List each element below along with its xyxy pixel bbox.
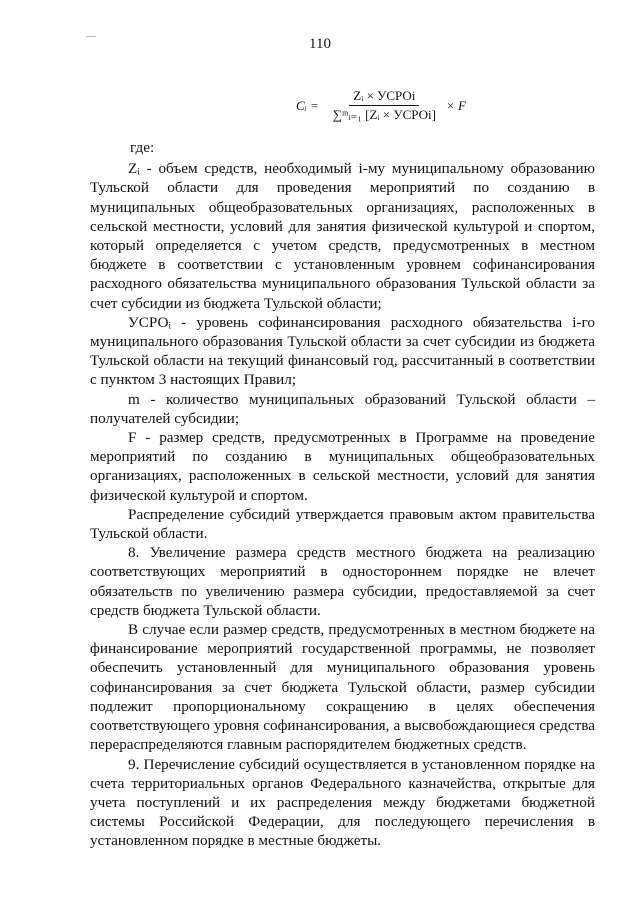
formula-rhs: × F (445, 97, 466, 113)
paragraph-9: 9. Перечисление субсидий осуществляется в установленном порядке на счета территориальных органов Федерального казначейства, открытые для учета поступлений и их распределения между бюджетами бюджетной системы Российской Федерации, для последующего перечисления в установленном порядке в местные бюджеты. (90, 755, 595, 850)
formula (296, 88, 466, 123)
paragraph-reduction: В случае если размер средств, предусмотренных в местном бюджете на финансирование мероприятий государственной программы, не позволяет обеспечить установленный для муниципального образования уровень софинансирования за счет бюджета Тульской области, размер субсидии подлежит пропорциональному сокращению в целях обеспечения соответствующего уровня софинансирования, а высвобождающиеся средства перераспределяются главным распорядителем бюджетных средств. (90, 621, 595, 754)
formula-fraction (329, 88, 440, 123)
paragraph-distribution: Распределение субсидий утверждается правовым актом правительства Тульской области. (90, 505, 595, 543)
definition-f: F - размер средств, предусмотренных в Программе на проведение мероприятий по созданию в муниципальных общеобразовательных организациях, расположенных в сельской местности, условий для занятия физической культурой и спортом. (90, 429, 595, 504)
formula-lhs: Cᵢ = (296, 97, 319, 113)
definition-z: Zᵢ - объем средств, необходимый i-му муниципальному образованию Тульской области для проведения мероприятий по созданию в муниципальных общеобразовательных организациях, расположенных в сельской местности, условий для занятия физической культурой и спортом, который определяется с учетом средств, предусмотренных в местном бюджете в соответствии с установленным уровнем софинансирования расходного обязательства муниципального образования Тульской области за счет субсидии из бюджета Тульской области; (90, 160, 595, 312)
where-label: где: (130, 139, 155, 156)
definition-m: m - количество муниципальных образований Тульской области – получателей субсидии; (90, 390, 595, 427)
paragraph-8: 8. Увеличение размера средств местного бюджета на реализацию соответствующих мероприятий в одностороннем порядке не влечет обязательств по увеличению размера субсидии, предоставляемой за счет средств бюджета Тульской области. (90, 544, 595, 619)
page-number: 110 (309, 36, 331, 52)
formula-denominator: ∑ᵐᵢ₌₁ [Zᵢ × УСРОi] (332, 107, 436, 122)
definition-usro: УСРОᵢ - уровень софинансирования расходного обязательства i-го муниципального образования Тульской области за счет субсидии из бюджета Тульской области на текущий финансовый год, рассчитанный в соответствии с пунктом 3 настоящих Правил; (90, 313, 595, 389)
document-body (90, 138, 595, 851)
formula-numerator: Zᵢ × УСРОi (349, 88, 419, 106)
